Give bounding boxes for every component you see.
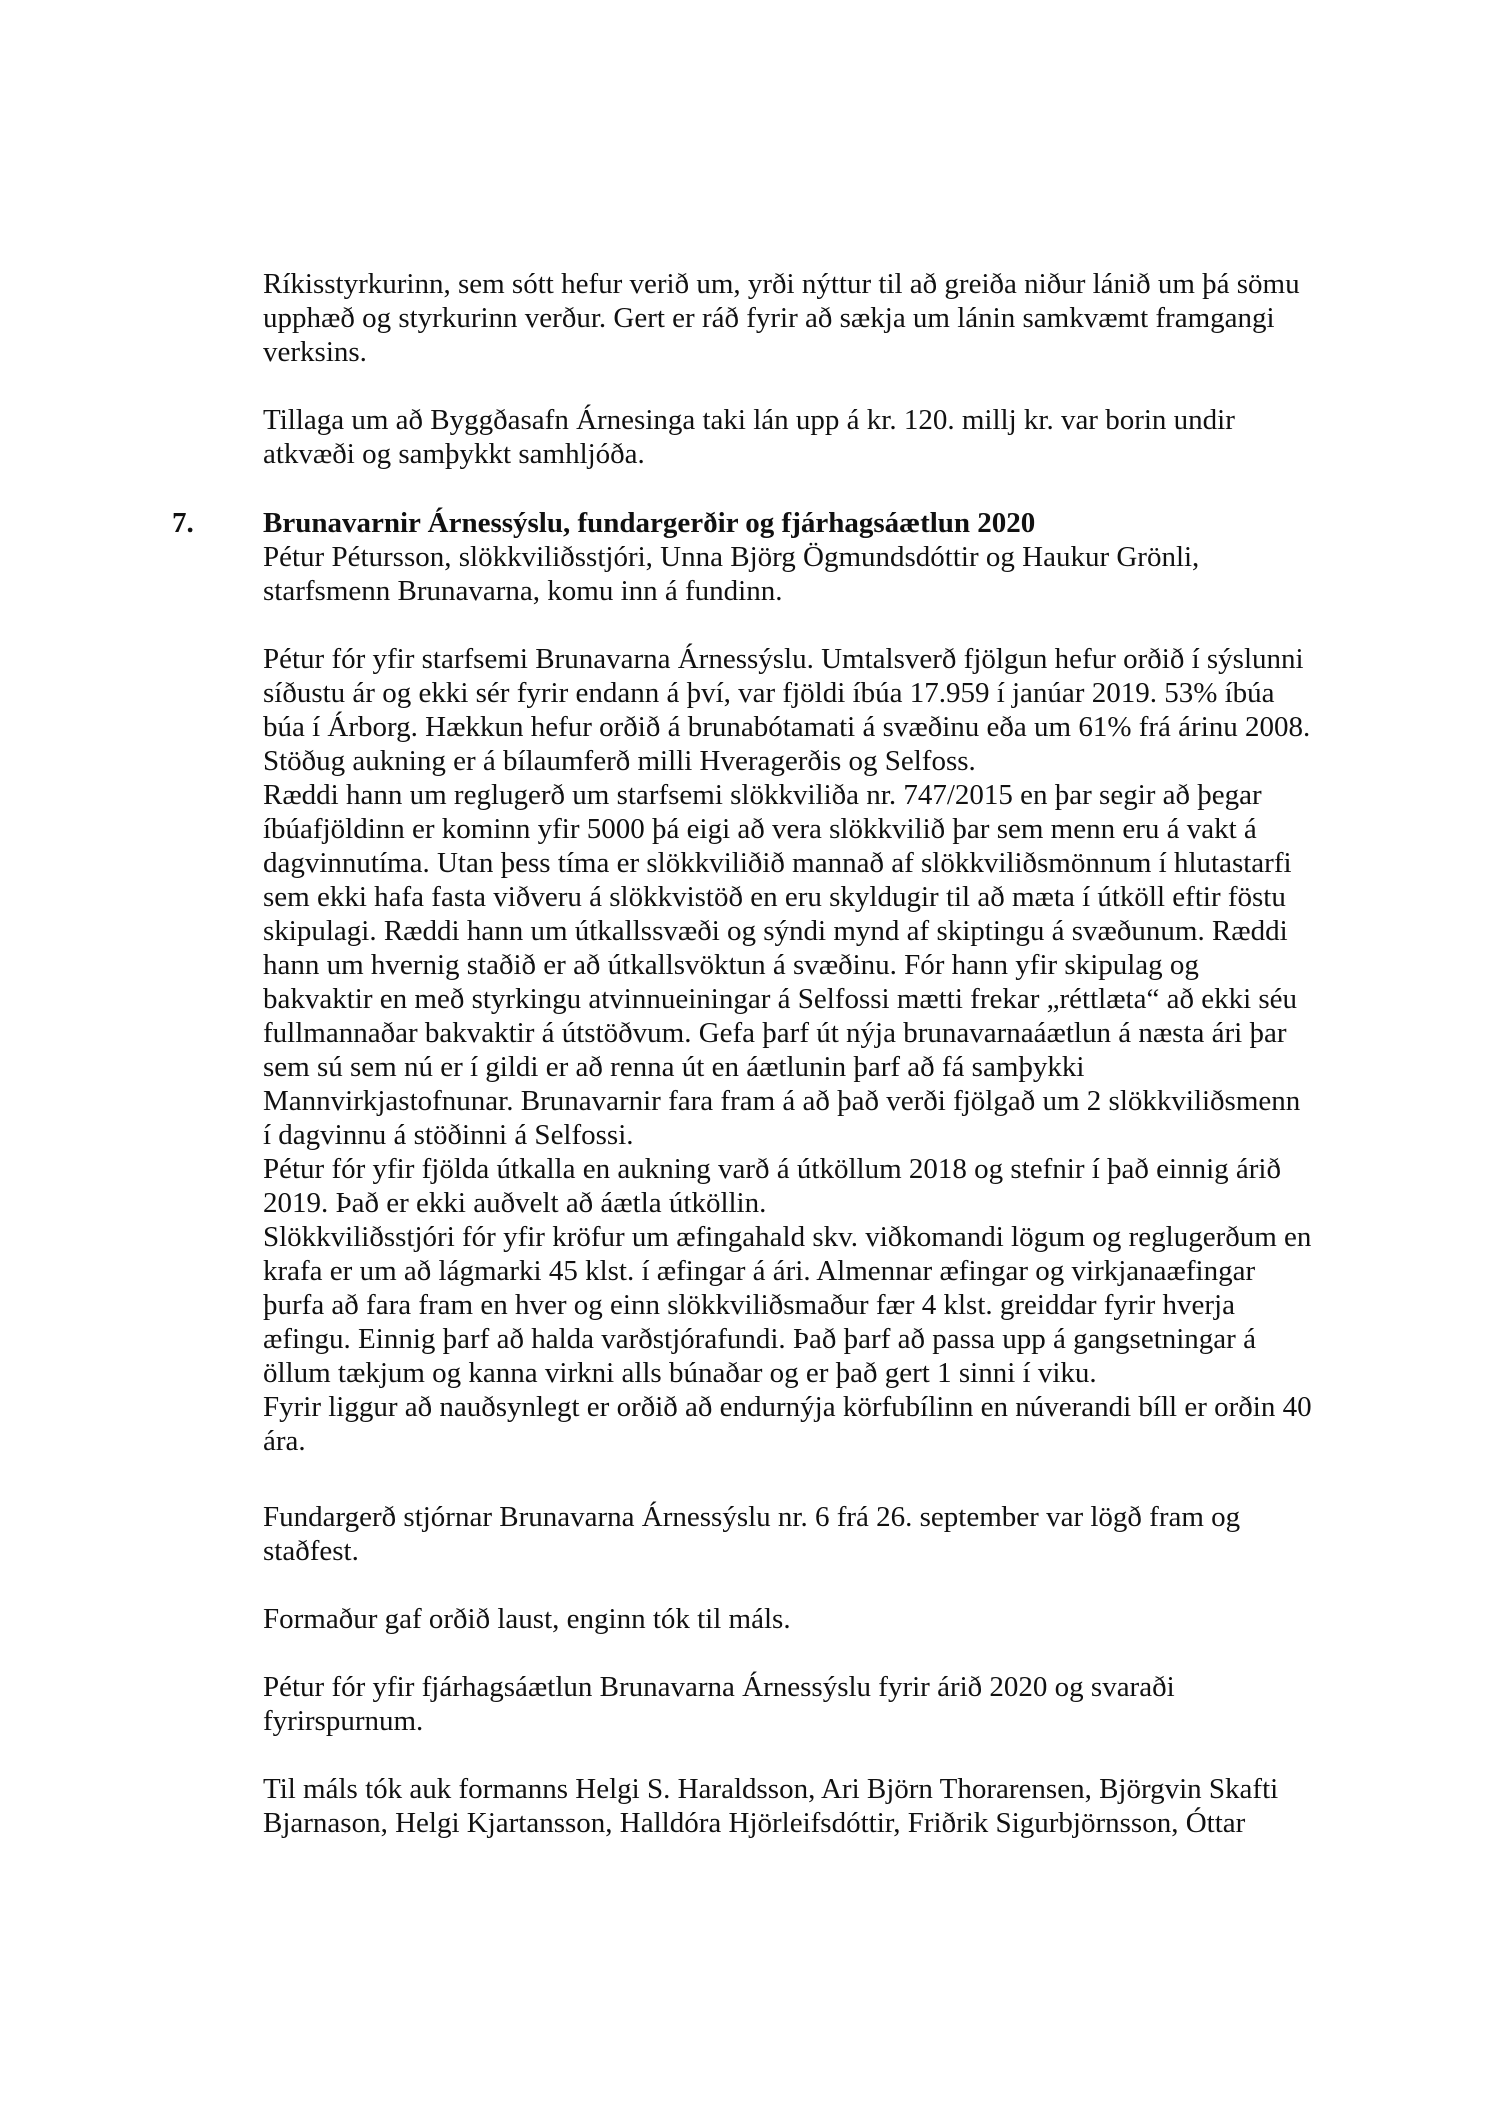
paragraph-floor xyxy=(263,1602,1353,1636)
text-line: starfsmenn Brunavarna, komu inn á fundinn. xyxy=(263,575,783,607)
text-line: staðfest. xyxy=(263,1535,359,1567)
text-line: síðustu ár og ekki sér fyrir endann á því, var fjöldi íbúa 17.959 í janúar 2019. 53% íbúa xyxy=(263,677,1275,709)
text-line: öllum tækjum og kanna virkni alls búnaðar og er það gert 1 sinni í viku. xyxy=(263,1357,1097,1389)
text-line: Formaður gaf orðið laust, enginn tók til máls. xyxy=(263,1603,791,1635)
text-line: Pétur Pétursson, slökkviliðsstjóri, Unna Björg Ögmundsdóttir og Haukur Grönli, xyxy=(263,541,1200,573)
text-line: Mannvirkjastofnunar. Brunavarnir fara fram á að það verði fjölgað um 2 slökkviliðsmenn xyxy=(263,1085,1301,1117)
text-line: 2019. Það er ekki auðvelt að áætla útköllin. xyxy=(263,1187,767,1219)
text-line: íbúafjöldinn er kominn yfir 5000 þá eigi að vera slökkvilið þar sem menn eru á vakt á xyxy=(263,813,1257,845)
text-line: Fyrir liggur að nauðsynlegt er orðið að endurnýja körfubílinn en núverandi bíll er orðin 40 xyxy=(263,1391,1312,1423)
text-line: atkvæði og samþykkt samhljóða. xyxy=(263,438,645,470)
text-line: Ræddi hann um reglugerð um starfsemi slökkviliða nr. 747/2015 en þar segir að þegar xyxy=(263,779,1262,811)
text-line: skipulagi. Ræddi hann um útkallssvæði og sýndi mynd af skiptingu á svæðunum. Ræddi xyxy=(263,915,1288,947)
text-line: sem sú sem nú er í gildi er að renna út en áætlunin þarf að fá samþykki xyxy=(263,1051,1085,1083)
paragraph-minutes xyxy=(263,1500,1353,1568)
paragraph-attendees xyxy=(263,540,1353,608)
text-line: æfingu. Einnig þarf að halda varðstjórafundi. Það þarf að passa upp á gangsetningar á xyxy=(263,1323,1256,1355)
text-line: búa í Árborg. Hækkun hefur orðið á brunabótamati á svæðinu eða um 61% frá árinu 2008. xyxy=(263,711,1311,743)
text-line: Ríkisstyrkurinn, sem sótt hefur verið um, yrði nýttur til að greiða niður lánið um þá sömu xyxy=(263,268,1300,300)
paragraph-speakers xyxy=(263,1772,1353,1840)
paragraph-budget xyxy=(263,1670,1353,1738)
text-line: Til máls tók auk formanns Helgi S. Haraldsson, Ari Björn Thorarensen, Björgvin Skafti xyxy=(263,1773,1279,1805)
text-line: Bjarnason, Helgi Kjartansson, Halldóra Hjörleifsdóttir, Friðrik Sigurbjörnsson, Óttar xyxy=(263,1807,1246,1839)
text-line: ára. xyxy=(263,1425,306,1457)
paragraph-loan-motion xyxy=(263,403,1353,471)
text-line: Tillaga um að Byggðasafn Árnesinga taki lán upp á kr. 120. millj kr. var borin undir xyxy=(263,404,1235,436)
text-line: hann um hvernig staðið er að útkallsvöktun á svæðinu. Fór hann yfir skipulag og xyxy=(263,949,1199,981)
text-line: fullmannaðar bakvaktir á útstöðvum. Gefa þarf út nýja brunavarnaáætlun á næsta ári þar xyxy=(263,1017,1287,1049)
text-line: sem ekki hafa fasta viðveru á slökkvistöð en eru skyldugir til að mæta í útköll eftir föstu xyxy=(263,881,1286,913)
text-line: í dagvinnu á stöðinni á Selfossi. xyxy=(263,1119,634,1151)
text-line: Pétur fór yfir starfsemi Brunavarna Árnessýslu. Umtalsverð fjölgun hefur orðið í sýslunni xyxy=(263,643,1304,675)
text-line: Pétur fór yfir fjölda útkalla en aukning varð á útköllum 2018 og stefnir í það einnig árið xyxy=(263,1153,1281,1185)
section-heading xyxy=(172,506,1035,540)
text-line: fyrirspurnum. xyxy=(263,1705,424,1737)
section-number: 7. xyxy=(172,507,194,539)
text-line: dagvinnutíma. Utan þess tíma er slökkviliðið mannað af slökkviliðsmönnum í hlutastarfi xyxy=(263,847,1292,879)
text-line: Fundargerð stjórnar Brunavarna Árnessýslu nr. 6 frá 26. september var lögð fram og xyxy=(263,1501,1241,1533)
paragraph-report xyxy=(263,642,1353,1458)
text-line: Stöðug aukning er á bílaumferð milli Hveragerðis og Selfoss. xyxy=(263,745,976,777)
text-line: krafa er um að lágmarki 45 klst. í æfingar á ári. Almennar æfingar og virkjanaæfingar xyxy=(263,1255,1256,1287)
text-line: þurfa að fara fram en hver og einn slökkviliðsmaður fær 4 klst. greiddar fyrir hverja xyxy=(263,1289,1235,1321)
paragraph-state-grant xyxy=(263,267,1353,369)
section-title: Brunavarnir Árnessýslu, fundargerðir og fjárhagsáætlun 2020 xyxy=(263,507,1036,539)
text-line: verksins. xyxy=(263,336,367,368)
text-line: bakvaktir en með styrkingu atvinnueiningar á Selfossi mætti frekar „réttlæta“ að ekki séu xyxy=(263,983,1298,1015)
text-line: Slökkviliðsstjóri fór yfir kröfur um æfingahald skv. viðkomandi lögum og reglugerðum en xyxy=(263,1221,1312,1253)
text-line: upphæð og styrkurinn verður. Gert er ráð fyrir að sækja um lánin samkvæmt framgangi xyxy=(263,302,1275,334)
text-line: Pétur fór yfir fjárhagsáætlun Brunavarna Árnessýslu fyrir árið 2020 og svaraði xyxy=(263,1671,1175,1703)
